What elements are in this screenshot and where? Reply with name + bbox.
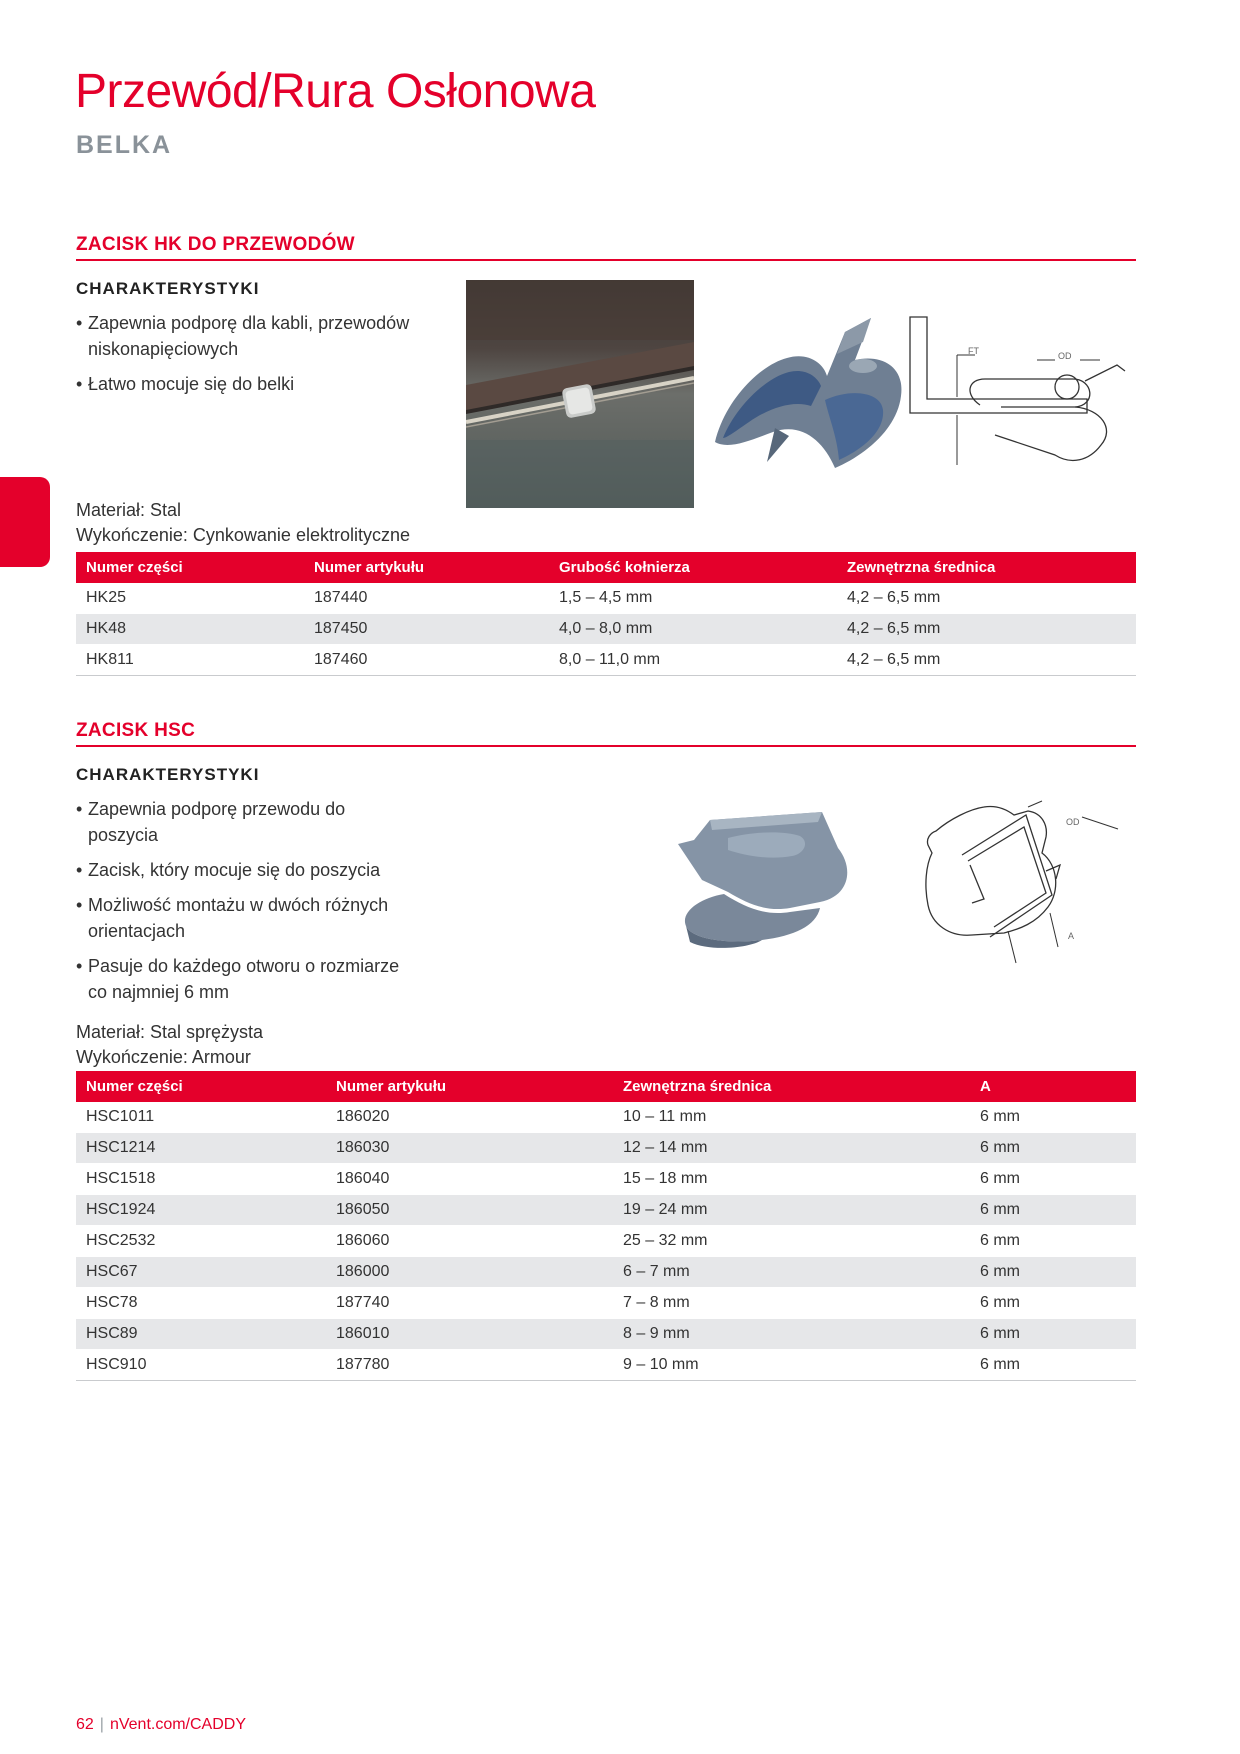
hsc-diagram-label-a: A: [1068, 931, 1075, 941]
table-cell: 187740: [326, 1288, 613, 1319]
table-row: [76, 1133, 1136, 1164]
column-header: Zewnętrzna średnica: [837, 552, 1136, 583]
hk-clip-product-image: [705, 310, 915, 480]
feature-item: • Zacisk, który mocuje się do poszycia: [76, 857, 416, 883]
table-header-row: [76, 1071, 1136, 1102]
table-cell: 7 – 8 mm: [613, 1288, 970, 1319]
table-cell: HSC89: [76, 1319, 326, 1350]
table-cell: 4,2 – 6,5 mm: [837, 583, 1136, 614]
table-cell: HSC2532: [76, 1226, 326, 1257]
column-header: Numer artykułu: [326, 1071, 613, 1102]
table-row: [76, 1257, 1136, 1288]
table-cell: 187440: [304, 583, 549, 614]
feature-item: • Pasuje do każdego otworu o rozmiarze co najmniej 6 mm: [76, 953, 416, 1005]
table-cell: HSC910: [76, 1350, 326, 1381]
table-cell: 1,5 – 4,5 mm: [549, 583, 837, 614]
column-header: Numer części: [76, 552, 304, 583]
section-title-hsc: ZACISK HSC: [76, 720, 196, 741]
table-cell: 187780: [326, 1350, 613, 1381]
table-cell: 186050: [326, 1195, 613, 1226]
table-row: [76, 1319, 1136, 1350]
table-cell: HSC1518: [76, 1164, 326, 1195]
table-cell: 6 mm: [970, 1350, 1136, 1381]
column-header: Numer części: [76, 1071, 326, 1102]
section-rule-hk: [76, 259, 1136, 261]
table-row: [76, 645, 1136, 676]
table-cell: 4,0 – 8,0 mm: [549, 614, 837, 645]
table-cell: 6 – 7 mm: [613, 1257, 970, 1288]
column-header: Zewnętrzna średnica: [613, 1071, 970, 1102]
features-heading-hk: CHARAKTERYSTYKI: [76, 279, 260, 298]
table-cell: 6 mm: [970, 1226, 1136, 1257]
table-cell: 12 – 14 mm: [613, 1133, 970, 1164]
table-row: [76, 1350, 1136, 1381]
material-hsc: Materiał: Stal sprężysta: [76, 1022, 264, 1042]
table-cell: HSC67: [76, 1257, 326, 1288]
table-row: [76, 1102, 1136, 1133]
page-footer: [76, 1716, 246, 1734]
table-cell: HK48: [76, 614, 304, 645]
table-cell: 6 mm: [970, 1102, 1136, 1133]
table-cell: 6 mm: [970, 1319, 1136, 1350]
hk-technical-diagram: [905, 315, 1130, 470]
table-row: [76, 583, 1136, 614]
column-header: A: [970, 1071, 1136, 1102]
hsc-clip-product-image: [670, 808, 870, 958]
table-cell: 186060: [326, 1226, 613, 1257]
table-cell: HK25: [76, 583, 304, 614]
side-tab-marker: [0, 477, 50, 567]
section-title-hk: ZACISK HK DO PRZEWODÓW: [76, 234, 355, 255]
table-cell: 186010: [326, 1319, 613, 1350]
page-number: 62: [76, 1716, 94, 1733]
hsc-spec-table: [76, 1071, 1136, 1381]
table-cell: 4,2 – 6,5 mm: [837, 645, 1136, 676]
table-cell: HSC78: [76, 1288, 326, 1319]
feature-item: • Zapewnia podporę dla kabli, przewodów niskonapięciowych: [76, 310, 436, 362]
table-cell: 186000: [326, 1257, 613, 1288]
table-row: [76, 614, 1136, 645]
hsc-diagram-label-od: OD: [1066, 817, 1080, 827]
table-cell: 6 mm: [970, 1257, 1136, 1288]
table-row: [76, 1226, 1136, 1257]
material-hk: Materiał: Stal: [76, 500, 182, 520]
table-cell: 15 – 18 mm: [613, 1164, 970, 1195]
finish-hk: Wykończenie: Cynkowanie elektrolityczne: [76, 525, 410, 545]
column-header: Numer artykułu: [304, 552, 549, 583]
table-cell: 4,2 – 6,5 mm: [837, 614, 1136, 645]
table-cell: 187450: [304, 614, 549, 645]
feature-item: • Możliwość montażu w dwóch różnych orientacjach: [76, 892, 416, 944]
feature-item: • Zapewnia podporę przewodu do poszycia: [76, 796, 416, 848]
finish-hsc: Wykończenie: Armour: [76, 1047, 251, 1067]
footer-link[interactable]: nVent.com/CADDY: [109, 1716, 247, 1733]
section-rule-hsc: [76, 745, 1136, 747]
table-header-row: [76, 552, 1136, 583]
hk-diagram-label-od: OD: [1058, 351, 1072, 361]
table-cell: 19 – 24 mm: [613, 1195, 970, 1226]
table-row: [76, 1195, 1136, 1226]
table-cell: 186040: [326, 1164, 613, 1195]
table-cell: 25 – 32 mm: [613, 1226, 970, 1257]
table-cell: 6 mm: [970, 1288, 1136, 1319]
page-subtitle: BELKA: [76, 131, 173, 159]
table-cell: HSC1011: [76, 1102, 326, 1133]
features-heading-hsc: CHARAKTERYSTYKI: [76, 765, 260, 784]
table-cell: 6 mm: [970, 1164, 1136, 1195]
footer-separator: |: [99, 1716, 104, 1733]
hsc-technical-diagram: [910, 795, 1125, 970]
feature-list-hk: [76, 310, 436, 406]
table-cell: 8,0 – 11,0 mm: [549, 645, 837, 676]
table-cell: 6 mm: [970, 1133, 1136, 1164]
table-cell: 186020: [326, 1102, 613, 1133]
table-cell: 9 – 10 mm: [613, 1350, 970, 1381]
hk-diagram-label-ft: FT: [968, 346, 979, 356]
table-cell: 10 – 11 mm: [613, 1102, 970, 1133]
table-row: [76, 1164, 1136, 1195]
feature-item: • Łatwo mocuje się do belki: [76, 371, 436, 397]
hk-spec-table: [76, 552, 1136, 676]
hk-installation-photo: [466, 280, 694, 508]
table-cell: 186030: [326, 1133, 613, 1164]
feature-list-hsc: [76, 796, 416, 1014]
table-cell: HSC1924: [76, 1195, 326, 1226]
column-header: Grubość kołnierza: [549, 552, 837, 583]
table-cell: 187460: [304, 645, 549, 676]
table-cell: HSC1214: [76, 1133, 326, 1164]
page-title: Przewód/Rura Osłonowa: [75, 65, 596, 118]
table-cell: 8 – 9 mm: [613, 1319, 970, 1350]
table-cell: 6 mm: [970, 1195, 1136, 1226]
table-row: [76, 1288, 1136, 1319]
table-cell: HK811: [76, 645, 304, 676]
